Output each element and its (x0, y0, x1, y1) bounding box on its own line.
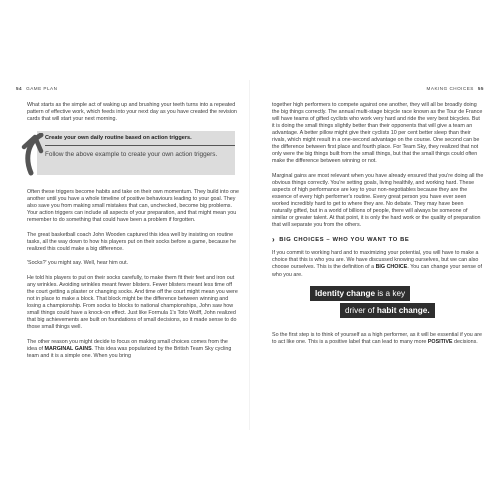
section-heading (272, 237, 484, 243)
pq-line1-rest: is a key (375, 289, 406, 299)
pull-quote (300, 286, 484, 324)
right-p3-start: If you commit to working hard and to maximizing your potential, you will have to make a choice that this is who you are. We have discussed knowing ourselves, but we can also choose ourselves. This is the definition of a (272, 250, 479, 271)
right-p4-end: decisions. (452, 339, 478, 346)
right-page-column (272, 102, 484, 354)
right-paragraph-3 (272, 250, 484, 278)
left-paragraph-3: The great basketball coach John Wooden captured this idea well by insisting on routine tasks, all the way down to how his players put on their socks before a game, because he realized this could make a big difference. (27, 231, 237, 252)
pq-line2-rest: driver of (345, 306, 377, 316)
right-p3-end: . You can change your sense of who you are. (272, 264, 482, 278)
right-page-title: MAKING CHOICES (426, 86, 474, 91)
marginal-gains-term: MARGINAL GAINS (44, 345, 92, 352)
exercise-callout (27, 131, 239, 179)
positive-term: POSITIVE (427, 339, 453, 346)
right-paragraph-1: together high performers to compete against one another, they will all be broadly doing the big things correctly. The annual multi-stage bicycle race known as the Tour de France will have teams of gifted cyclists who work very hard and ride the very best bicycles. But it is doing the small things slightly better than their opponents that will give a team an advantage. A better pillow might give their cyclists 10 per cent better sleep than their rivals, which might result in a one-second advantage on the course. One second can be the difference between first place and fourth place. For Team Sky, they realized that not only were the big things built from the small things, but that the small things could often make the difference between winning or not. (272, 102, 483, 165)
left-running-head (16, 86, 57, 91)
callout-title: Create your own daily routine based on action triggers. (45, 135, 235, 146)
pq-line2-bold: habit change. (376, 306, 430, 316)
right-running-head (427, 86, 484, 91)
right-page-number: 55 (477, 86, 484, 91)
chevron-right-icon: › (272, 235, 276, 245)
left-page-title: GAME PLAN (26, 86, 58, 91)
page-gutter (249, 80, 250, 430)
right-p4-start: So the first step is to think of yourself as a high performer, as it will be essential if you are to act like one. This is a positive label that can lead to many more (272, 332, 482, 346)
right-paragraph-2: Marginal gains are most relevant when you have already ensured that you're doing all the obvious things correctly. You're setting goals, living healthily, and working hard. These aspects of high performance are key to your non-negotiables because they are the essence of every high performer's routine. Every great person you have ever seen worked incredibly hard to get to where they are. No debate. They may have been naturally gifted, but in a world of billions of people, there will always be someone of similar or greater talent. At that point, it is only the hard work or the quality of preparation that will separate you from the others. (272, 173, 484, 229)
right-paragraph-4 (272, 332, 484, 346)
left-paragraph-1: What starts as the simple act of waking up and brushing your teeth turns into a repeated pattern of effective work, which feeds into your next day as you have created the revision cards that will start your next morning. (27, 102, 237, 123)
big-choice-term: BIG CHOICE (375, 264, 408, 271)
pull-quote-line-1 (310, 286, 410, 301)
left-page-column (27, 102, 239, 368)
left-paragraph-6 (27, 339, 239, 360)
left-p6-start: The other reason you might decide to focus on making small choices comes from the idea of (27, 338, 228, 352)
curved-arrow-icon (21, 133, 47, 179)
left-p6-end: . This idea was popularized by the British Team Sky cycling team and it is a simple one. When you bring (27, 345, 232, 359)
left-paragraph-2: Often these triggers become habits and take on their own momentum. They build into one another until you have a whole timeline of positive behaviours leading to your goal. They also save you from making small mistakes that can, unchecked, become big problems. Your action triggers can include all aspects of your preparation, and that might mean you remember to do something that could have been a problem if forgotten. (27, 188, 239, 223)
pull-quote-line-2 (340, 303, 435, 318)
left-page-number: 54 (16, 86, 23, 91)
section-heading-text: BIG CHOICES – WHO YOU WANT TO BE (279, 237, 410, 244)
left-paragraph-5: He told his players to put on their socks carefully, to make them fit their feet and iron out any wrinkles. Avoiding wrinkles meant fewer blisters. Fewer blisters meant less time off the court getting a plaster or changing socks. And time off the court might mean you were not in place to make a block. That block might be the difference between winning and losing a championship. From socks to blocks to national championships, John saw how small things could have a knock-on effect. Just like Formula 1's Toto Wolff, John realized that big achievements are built on foundations of small decisions, so it made sense to do those small things well. (27, 274, 238, 331)
callout-body: Follow the above example to create your own action triggers. (45, 150, 218, 158)
pq-line1-bold: Identity change (315, 289, 376, 299)
left-paragraph-4: 'Socks?' you might say. Well, hear him out. (27, 260, 129, 267)
